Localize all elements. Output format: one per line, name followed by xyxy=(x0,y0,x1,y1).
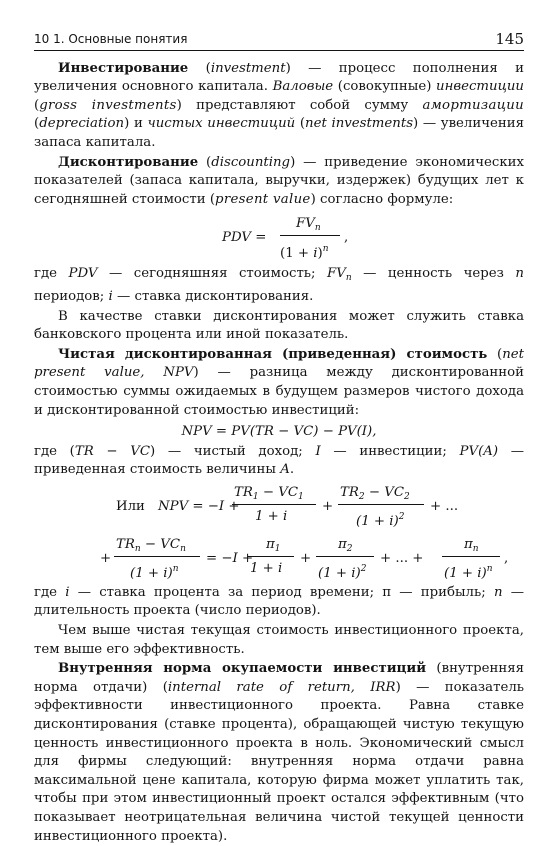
subscript: n xyxy=(134,543,141,554)
text: — ставка процента за период времени; π — прибыль; xyxy=(77,584,486,600)
text: периодов; xyxy=(34,288,105,304)
text: + xyxy=(100,550,112,566)
term-npv-en: net present value, NPV xyxy=(34,346,524,381)
text: (совокупные) xyxy=(337,79,432,95)
symbol-pdv: PDV xyxy=(68,266,98,282)
para-rate: В качестве ставки дисконтирования может служить ставка банковского процента или иной показатель. xyxy=(34,308,524,343)
superscript: 2 xyxy=(360,563,367,574)
text: ) — чистый доход; xyxy=(150,443,303,459)
text: — приведение экономических показателей (запаса капитала, выручки, издержек) будущих лет к сегодняшней стоимости ( xyxy=(34,154,525,207)
term-net-investments: чистых инвестиций xyxy=(147,116,296,132)
text: − VC xyxy=(258,484,298,500)
text: — процесс пополнения и увеличения основного капитала. xyxy=(34,60,524,95)
formula-pdv-lhs: PDV = xyxy=(222,230,267,246)
text: , xyxy=(344,230,349,246)
fraction-1-denominator: 1 + i xyxy=(255,508,288,524)
superscript: n xyxy=(172,563,179,574)
book-page xyxy=(34,30,524,846)
text-ili: Или xyxy=(116,498,145,514)
section-title: 10 1. Основные понятия xyxy=(34,32,188,46)
superscript: n xyxy=(322,244,329,255)
text: представляют собой сумму xyxy=(196,97,409,113)
symbol-tr: TR xyxy=(74,443,94,459)
formula-npv-lhs: NPV = −I + xyxy=(158,498,240,514)
symbol-n: n xyxy=(515,266,524,282)
text: ) согласно формуле: xyxy=(310,191,454,207)
superscript: n xyxy=(486,563,493,574)
formula-pdv-denominator xyxy=(280,240,329,264)
symbol-investment: I xyxy=(315,443,321,459)
text: TR xyxy=(234,484,253,500)
fraction-bar xyxy=(280,235,340,236)
text: — сегодняшняя стоимость; xyxy=(108,266,316,282)
text: − VC xyxy=(364,484,404,500)
text: ) — показатель эффективности инвестиционного проекта. Равна ставке дисконтирования (ставке процента), обращающей чистую текущую ценность инвестиционного проекта в ноль. Экономический смысл для фирмы следующий: внутренняя норма отдачи равна максимальной цене капитала, которую фирма может уплатить так, чтобы при этом инвестиционный проект остался эффективным (что показывает неотрицательная величина чистой текущей ценности инвестиционного проекта). xyxy=(34,679,525,844)
text: где xyxy=(34,584,58,600)
fraction-bar xyxy=(316,556,374,557)
fraction-3-denominator xyxy=(130,560,178,584)
text: − xyxy=(93,443,131,459)
symbol-a: A xyxy=(280,462,290,478)
para-where-pdv xyxy=(34,265,524,306)
subscript: 2 xyxy=(358,491,365,502)
term-investing: Инвестирование xyxy=(58,60,189,76)
fraction-2-denominator xyxy=(356,508,404,532)
text: — инвестиции; xyxy=(333,443,447,459)
text: (1 + i) xyxy=(318,565,361,581)
text: . xyxy=(289,462,295,478)
para-npv-def: Чистая дисконтированная (приведенная) стоимость (net present value, NPV) — разница между дисконтированной стоимостью суммы ожидаемых в будущем размеров чистого дохода и дисконтированной стоимостью инвестиций: xyxy=(34,346,524,418)
para-investing: Инвестирование (investment) — процесс пополнения и увеличения основного капитала. Валовые (совокупные) инвестиции (gross investments) представляют собой сумму амортизации (depreciation) и чистых инвестиций (net investments) — увеличения запаса капитала. xyxy=(34,60,525,150)
fraction-p2-denominator xyxy=(318,560,366,584)
subscript: 1 xyxy=(252,491,259,502)
term-discounting-en: discounting xyxy=(211,154,291,170)
term-present-value-en: present value xyxy=(215,191,311,207)
text: — ценность через xyxy=(363,266,504,282)
subscript: n xyxy=(180,543,186,554)
term-depreciation-en: depreciation xyxy=(39,116,125,132)
text: + xyxy=(322,498,334,514)
fraction-bar xyxy=(248,556,294,557)
fraction-bar xyxy=(338,504,424,505)
term-gross-en: gross investments xyxy=(39,97,177,113)
text: (1 + i) xyxy=(130,565,173,581)
subscript: n xyxy=(472,543,479,554)
symbol-fv: FV xyxy=(327,266,346,282)
term-irr: Внутренняя норма окупаемости инвестиций xyxy=(58,661,427,677)
term-net-investments-en: net investments xyxy=(305,116,414,132)
fraction-bar xyxy=(232,504,316,505)
superscript: 2 xyxy=(398,511,405,522)
text: TR xyxy=(116,536,135,552)
fraction-p1-denominator: 1 + i xyxy=(250,560,283,576)
formula-npv: NPV = PV(TR − VC) − PV(I), xyxy=(181,424,377,440)
text: — разница между дисконтированной стоимостью суммы ожидаемых в будущем размеров чистого дохода и дисконтированной стоимостью инвестиций: xyxy=(34,365,524,418)
para-irr xyxy=(34,660,524,846)
symbol-pva: PV(A) xyxy=(459,443,499,459)
text: (1 + i) xyxy=(356,513,399,529)
term-gross: Валовые xyxy=(272,79,334,95)
text: (1 + i) xyxy=(444,565,487,581)
header-rule xyxy=(34,50,524,51)
para-where-long xyxy=(34,584,524,621)
subscript: 2 xyxy=(346,543,353,554)
term-irr-en: internal rate of return, IRR xyxy=(167,679,396,695)
para-higher: Чем выше чистая текущая стоимость инвестиционного проекта, тем выше его эффективность. xyxy=(34,623,524,657)
text: — длительность проекта (число периодов). xyxy=(34,584,525,619)
symbol-n: n xyxy=(493,584,503,600)
text: — ставка дисконтирования. xyxy=(117,288,314,304)
formula-npv-expanded xyxy=(34,480,524,582)
text: где xyxy=(34,266,58,282)
text: и xyxy=(133,116,143,132)
symbol-i: i xyxy=(65,584,70,600)
text: i xyxy=(313,246,318,262)
text: где ( xyxy=(34,443,75,459)
term-amortization: амортизации xyxy=(422,97,525,113)
term-investments: инвестиции xyxy=(436,79,524,95)
symbol-i: i xyxy=(108,288,113,304)
fraction-bar xyxy=(442,556,500,557)
text: (внутренняя норма отдачи) ( xyxy=(34,661,524,695)
term-npv: Чистая дисконтированная (приведенная) стоимость xyxy=(58,346,488,362)
formula-pdv xyxy=(34,209,524,265)
subscript: 1 xyxy=(274,543,281,554)
text: + ... + xyxy=(380,550,424,566)
text: TR xyxy=(340,484,359,500)
text: ) xyxy=(317,246,323,262)
subscript: n xyxy=(345,273,352,284)
fraction-pn-denominator xyxy=(444,560,492,584)
subscript: 2 xyxy=(404,491,410,502)
text: π xyxy=(338,536,347,552)
text: − VC xyxy=(140,536,181,552)
text: , xyxy=(504,550,509,566)
para-discounting: Дисконтирование (discounting) — приведение экономических показателей (запаса капитала, выручки, издержек) будущих лет к сегодняшней стоимости (present value) согласно формуле: xyxy=(34,154,525,207)
text: (1 + xyxy=(280,246,314,262)
text: — увеличения запаса капитала. xyxy=(34,116,525,150)
term-investing-en: investment xyxy=(210,60,286,76)
text: = −I + xyxy=(206,550,254,566)
fraction-bar xyxy=(114,556,200,557)
text: + xyxy=(300,550,312,566)
text: — приведенная стоимость величины xyxy=(34,443,525,478)
text: + ... xyxy=(430,498,459,514)
subscript: 1 xyxy=(298,491,304,502)
running-header xyxy=(34,30,524,49)
para-where-npv xyxy=(34,443,524,480)
page-number: 145 xyxy=(495,30,524,48)
text: π xyxy=(266,536,275,552)
term-discounting: Дисконтирование xyxy=(58,154,199,170)
subscript: n xyxy=(314,223,321,234)
text: π xyxy=(464,536,473,552)
symbol-vc: VC xyxy=(130,443,151,459)
fv-symbol: FV xyxy=(296,216,315,232)
